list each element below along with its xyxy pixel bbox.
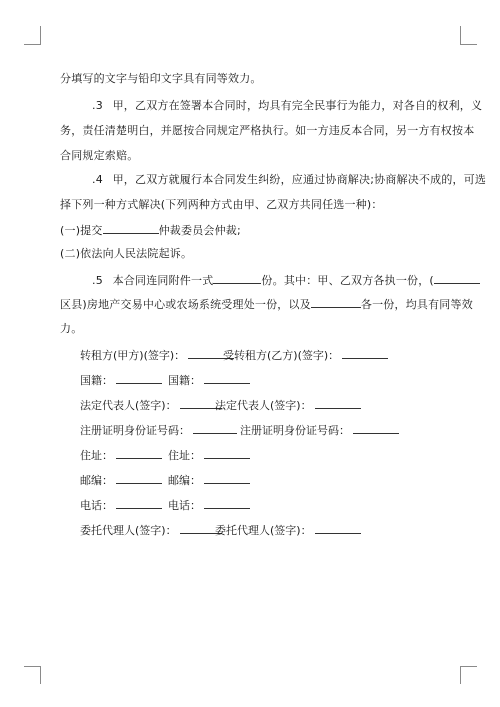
clause-4-line-2: 择下列一种方式解决(下列两种方式由甲、乙双方共同任选一种)： [60, 198, 383, 211]
phone-a-label: 电话： [80, 498, 162, 513]
postcode-a-blank[interactable] [116, 473, 162, 484]
id-number-a-blank[interactable] [193, 423, 237, 434]
clause-4-line-1 [92, 173, 486, 187]
clause-text: 甲，乙双方在签署本合同时，均具有完全民事行为能力，对各自的权利，义 [112, 99, 483, 112]
clause-number: .4 [92, 173, 103, 186]
phone-b-blank[interactable] [204, 498, 250, 509]
crop-mark-bottom-left-h [24, 666, 41, 667]
crop-mark-top-right-h [460, 44, 477, 45]
nationality-a-blank[interactable] [116, 373, 162, 384]
clause-5-line-1 [92, 273, 480, 288]
phone-b-label: 电话： [168, 498, 250, 513]
legal-rep-b-blank[interactable] [315, 398, 361, 409]
phone-a-blank[interactable] [116, 498, 162, 509]
arbitration-blank[interactable] [103, 223, 159, 234]
postcode-a-label: 邮编： [80, 473, 162, 488]
clause-number: .3 [92, 99, 103, 112]
sublessee-signature-label: 受转租方(乙方)(签字)： [223, 348, 388, 363]
agent-a-label: 委托代理人(签字)： [80, 523, 222, 538]
postcode-b-label: 邮编： [168, 473, 250, 488]
copies-blank[interactable] [213, 273, 261, 284]
clause-5-line-2 [60, 297, 473, 312]
clause-3-line-2: 务，责任清楚明白，并愿按合同规定严格执行。如一方违反本合同，另一方有权按本 [60, 124, 475, 137]
postcode-b-blank[interactable] [204, 473, 250, 484]
sublessee-signature-blank[interactable] [342, 348, 388, 359]
id-number-a-label: 注册证明身份证号码： [80, 423, 237, 438]
id-number-b-blank[interactable] [353, 423, 399, 434]
clause-3-line-1 [92, 99, 482, 113]
legal-rep-b-label: 法定代表人(签字)： [215, 398, 361, 413]
clause-number: .5 [92, 274, 103, 287]
option-1 [60, 223, 241, 238]
option-1-suffix: 仲裁委员会仲裁; [158, 224, 241, 237]
address-a-blank[interactable] [116, 448, 162, 459]
nationality-a-label: 国籍： [80, 373, 162, 388]
address-a-label: 住址： [80, 448, 162, 463]
clause-text: 甲，乙双方就履行本合同发生纠纷，应通过协商解决;协商解决不成的，可选 [112, 173, 487, 186]
crop-mark-top-left-v [40, 26, 41, 44]
crop-mark-bottom-left-v [40, 666, 41, 684]
other-party-blank[interactable] [311, 297, 361, 308]
address-b-label: 住址： [168, 448, 250, 463]
clause-5-line-3: 力。 [60, 322, 83, 335]
sublessor-signature-label: 转租方(甲方)(签字)： [80, 348, 234, 363]
agent-b-label: 委托代理人(签字)： [215, 523, 361, 538]
agent-b-blank[interactable] [315, 523, 361, 534]
nationality-b-blank[interactable] [204, 373, 250, 384]
paragraph-line: 分填写的文字与铅印文字具有同等效力。 [60, 72, 262, 85]
legal-rep-a-label: 法定代表人(签字)： [80, 398, 222, 413]
clause-text-b: 份。其中：甲、乙双方各执一份，( [261, 274, 434, 287]
id-number-b-label: 注册证明身份证号码： [240, 423, 399, 438]
option-2: (二)依法向人民法院起诉。 [60, 247, 193, 260]
district-blank[interactable] [434, 273, 480, 284]
clause-text-c: 区县)房地产交易中心或农场系统受理处一份，以及 [60, 298, 311, 311]
clause-text-d: 各一份，均具有同等效 [360, 298, 473, 311]
nationality-b-label: 国籍： [168, 373, 250, 388]
clause-text-a: 本合同连同附件一式 [112, 274, 214, 287]
crop-mark-bottom-right-h [460, 666, 477, 667]
clause-3-line-3: 合同规定索赔。 [60, 149, 139, 162]
address-b-blank[interactable] [204, 448, 250, 459]
option-1-prefix: (一)提交 [60, 224, 103, 237]
crop-mark-bottom-right-v [460, 666, 461, 684]
crop-mark-top-left-h [24, 44, 41, 45]
crop-mark-top-right-v [460, 26, 461, 44]
